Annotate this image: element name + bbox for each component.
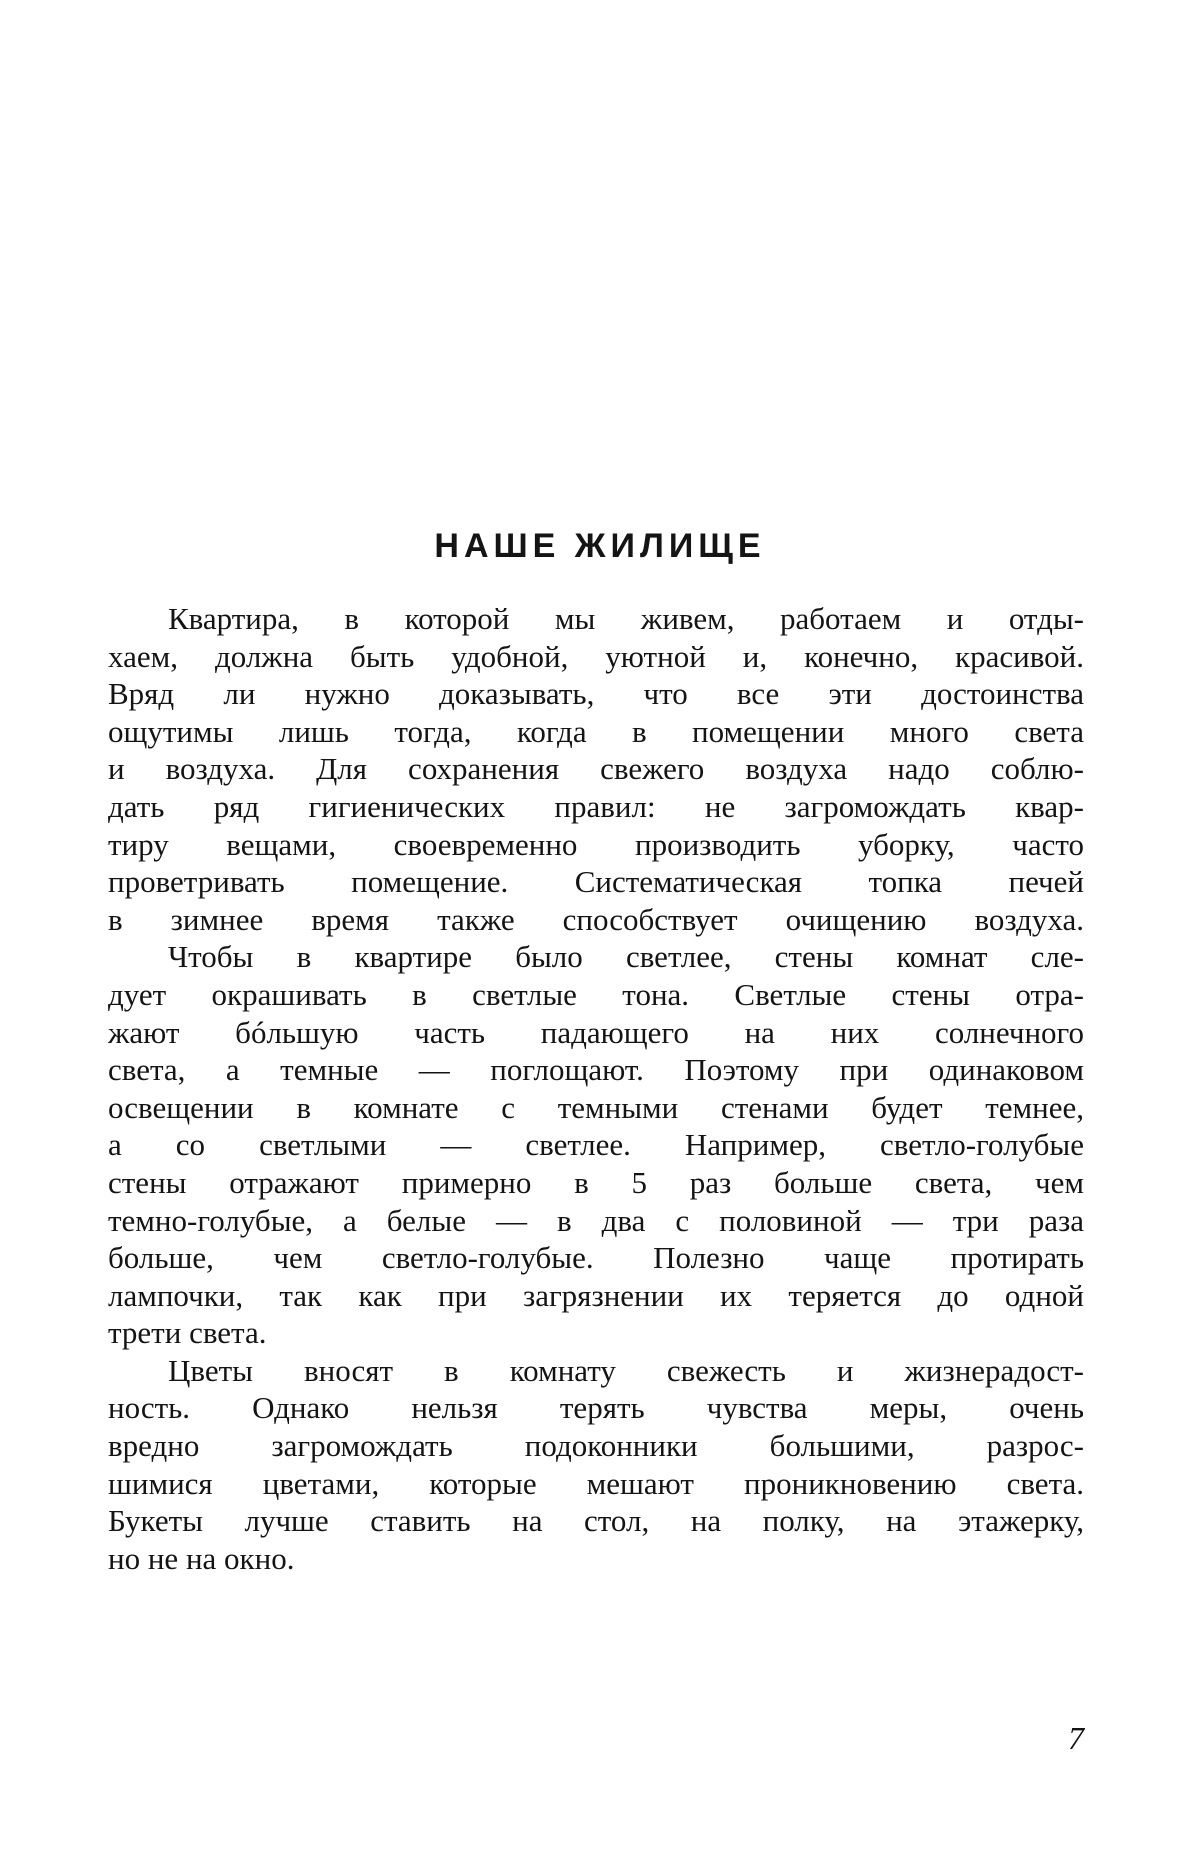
text-line: шимися цветами, которые мешают проникновению света. xyxy=(108,1465,1084,1501)
text-line: Букеты лучше ставить на стол, на полку, на этажерку, xyxy=(108,1503,1084,1539)
text-line: жают бóльшую часть падающего на них солнечного xyxy=(108,1014,1084,1050)
text-line: но не на окно. xyxy=(108,1540,295,1576)
text-line: Квартира, в которой мы живем, работаем и отды- xyxy=(168,601,1084,636)
text-line: ность. Однако нельзя терять чувства меры, очень xyxy=(108,1390,1084,1426)
text-line: хаем, должна быть удобной, уютной и, конечно, красивой. xyxy=(108,638,1084,674)
text-line: вредно загромождать подоконники большими, разрос- xyxy=(108,1428,1084,1464)
text-line: в зимнее время также способствует очищению воздуха. xyxy=(108,901,1084,937)
text-line: трети света. xyxy=(108,1315,267,1351)
paragraph-3 xyxy=(108,1352,1084,1578)
text-line: лампочки, так как при загрязнении их теряется до одной xyxy=(108,1277,1084,1313)
text-line: стены отражают примерно в 5 раз больше света, чем xyxy=(108,1164,1084,1200)
text-line: больше, чем светло-голубые. Полезно чаще протирать xyxy=(108,1240,1084,1276)
text-line: темно-голубые, а белые — в два с половиной — три раза xyxy=(108,1202,1084,1238)
text-line: Чтобы в квартире было светлее, стены комнат сле- xyxy=(168,939,1084,975)
chapter-title: НАШЕ ЖИЛИЩЕ xyxy=(434,527,766,565)
text-line: Цветы вносят в комнату свежесть и жизнерадост- xyxy=(168,1352,1084,1388)
text-line: дует окрашивать в светлые тона. Светлые стены отра- xyxy=(108,976,1084,1012)
text-line: света, а темные — поглощают. Поэтому при одинаковом xyxy=(108,1052,1084,1088)
text-line: дать ряд гигиенических правил: не загромождать квар- xyxy=(108,788,1084,824)
text-line: освещении в комнате с темными стенами будет темнее, xyxy=(108,1089,1084,1125)
text-line: Вряд ли нужно доказывать, что все эти достоинства xyxy=(108,676,1084,712)
text-line: и воздуха. Для сохранения свежего воздуха надо соблю- xyxy=(108,751,1084,787)
paragraph-1 xyxy=(108,600,1084,938)
text-line: тиру вещами, своевременно производить уборку, часто xyxy=(108,826,1084,862)
text-line: проветривать помещение. Систематическая топка печей xyxy=(108,864,1084,900)
text-line: а со светлыми — светлее. Например, светло-голубые xyxy=(108,1127,1084,1163)
text-line: ощутимы лишь тогда, когда в помещении много света xyxy=(108,713,1084,749)
page-number: 7 xyxy=(1068,1720,1084,1756)
body-text xyxy=(108,600,1084,1577)
paragraph-2 xyxy=(108,938,1084,1352)
